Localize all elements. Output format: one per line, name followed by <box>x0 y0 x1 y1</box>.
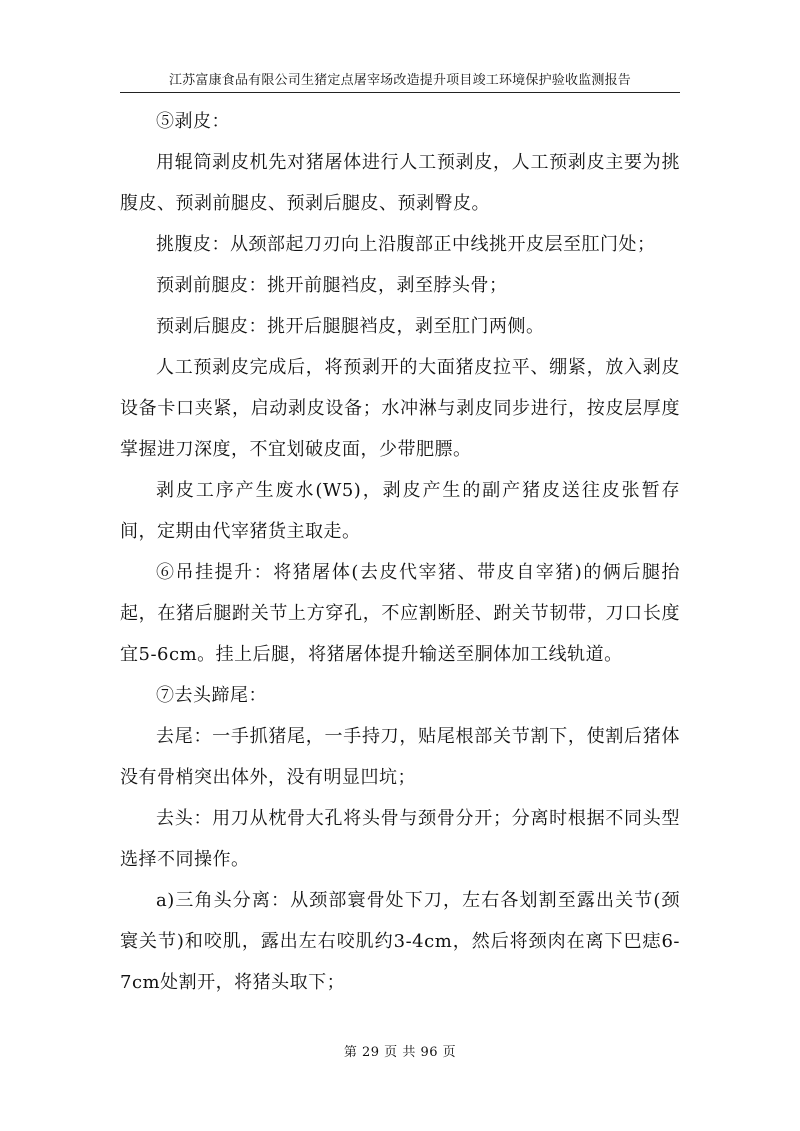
paragraph-head-removal: 去头：用刀从枕骨大孔将头骨与颈骨分开；分离时根据不同头型选择不同操作。 <box>120 808 680 870</box>
page-header: 江苏富康食品有限公司生猪定点屠宰场改造提升项目竣工环境保护验收监测报告 <box>168 73 631 88</box>
page-number: 第 29 页 共 96 页 <box>343 1045 457 1060</box>
paragraph-step5-heading: ⑤剥皮： <box>156 111 230 132</box>
paragraph-step6-hoisting: ⑥吊挂提升：将猪屠体(去皮代宰猪、带皮自宰猪)的俩后腿抬起，在猪后腿跗关节上方穿孔，不应割断胫、跗关节韧带，刀口长度宜5-6cm。挂上后腿，将猪屠体提升输送至胴体加工线轨道。 <box>120 562 680 665</box>
paragraph-step7-heading: ⑦去头蹄尾： <box>156 685 267 706</box>
paragraph-front-leg-skin: 预剥前腿皮：挑开前腿裆皮，剥至脖头骨； <box>156 275 508 296</box>
paragraph-tail-removal: 去尾：一手抓猪尾，一手持刀，贴尾根部关节割下，使割后猪体没有骨梢突出体外，没有明显凹坑； <box>120 726 680 788</box>
paragraph-peeling-machine: 人工预剥皮完成后，将预剥开的大面猪皮拉平、绷紧，放入剥皮设备卡口夹紧，启动剥皮设备；水冲淋与剥皮同步进行，按皮层厚度掌握进刀深度，不宜划破皮面，少带肥膘。 <box>120 357 680 460</box>
paragraph-triangle-head: a)三角头分离：从颈部寰骨处下刀，左右各划割至露出关节(颈寰关节)和咬肌，露出左右咬肌约3-4cm，然后将颈肉在离下巴痣6-7cm处割开，将猪头取下； <box>120 890 680 993</box>
header-rule <box>120 92 680 93</box>
paragraph-peeling-wastewater: 剥皮工序产生废水(W5)，剥皮产生的副产猪皮送往皮张暂存间，定期由代宰猪货主取走。 <box>120 480 680 542</box>
paragraph-belly-skin: 挑腹皮：从颈部起刀刃向上沿腹部正中线挑开皮层至肛门处； <box>156 234 656 255</box>
paragraph-pre-peel-intro: 用辊筒剥皮机先对猪屠体进行人工预剥皮，人工预剥皮主要为挑腹皮、预剥前腿皮、预剥后腿皮、预剥臀皮。 <box>120 152 680 214</box>
document-body <box>120 101 680 1003</box>
paragraph-hind-leg-skin: 预剥后腿皮：挑开后腿腿裆皮，剥至肛门两侧。 <box>156 316 545 337</box>
